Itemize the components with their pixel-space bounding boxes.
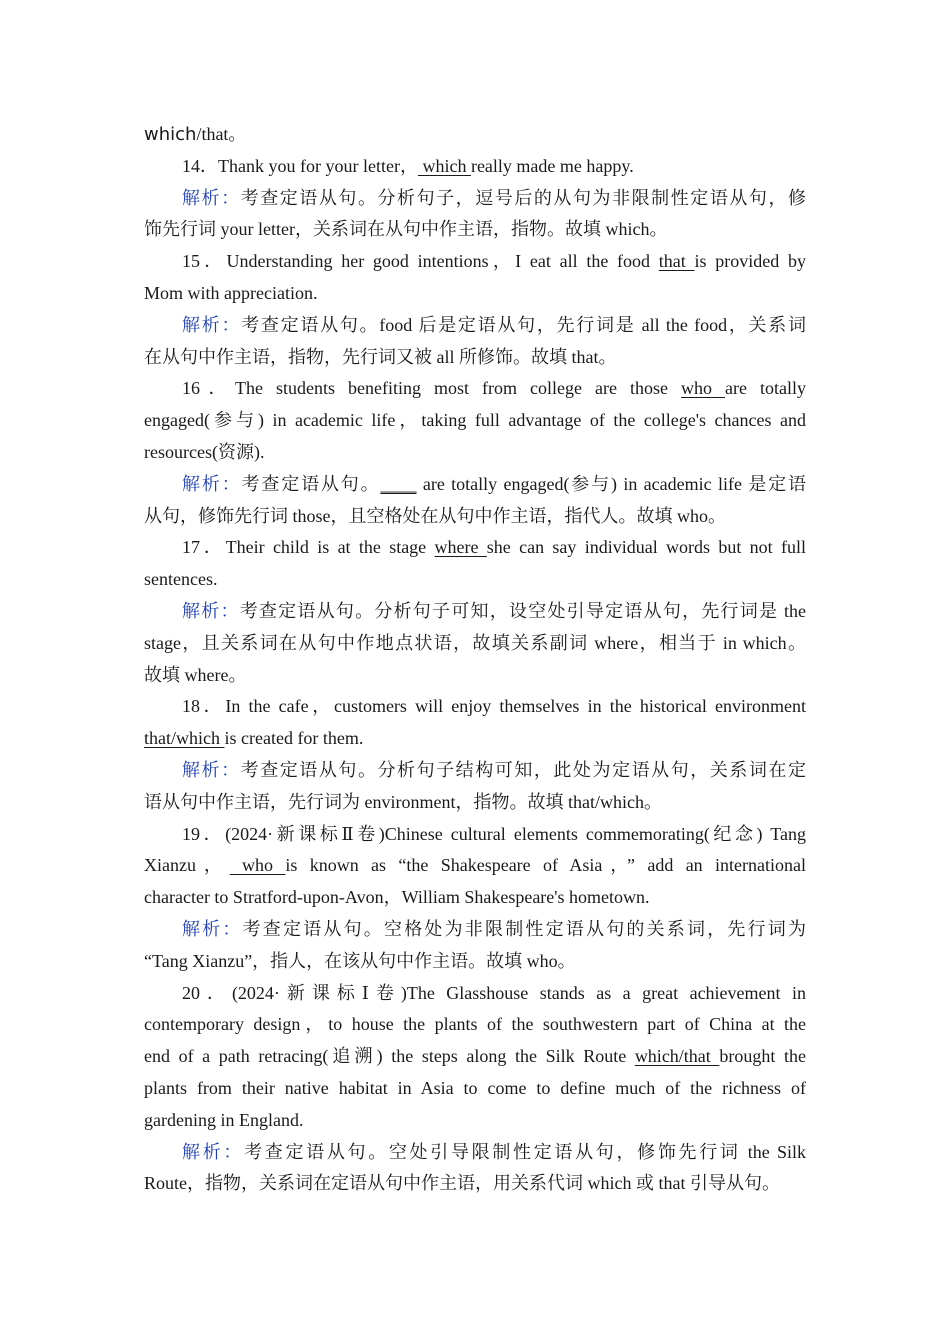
answer-blank-15: that	[658, 251, 695, 272]
question-19: 19．(2024·新课标Ⅱ卷)Chinese cultural elements commemorating(纪念) Tang	[182, 823, 807, 844]
explanation-20-line-2: Route，指物，关系词在定语从句中作主语，用关系代词 which 或 that 引导从句。	[144, 1173, 780, 1194]
explanation-17-line-3: 故填 where。	[144, 664, 247, 685]
answer-13-continuation: which/that。	[144, 124, 247, 145]
explanation-17: 解析：考查定语从句。分析句子可知，设空处引导定语从句，先行词是 the	[182, 600, 806, 621]
explanation-19-line-2: “Tang Xianzu”，指人，在该从句中作主语。故填 who。	[144, 950, 576, 971]
explanation-label: 解析：	[182, 314, 242, 335]
question-15: 15．Understanding her good intentions，I eat all the food that is provided by	[182, 251, 806, 272]
explanation-14: 解析：考查定语从句。分析句子，逗号后的从句为非限制性定语从句，修	[182, 187, 807, 208]
question-19-line-3: character to Stratford-upon-Avon，William Shakespeare's hometown.	[144, 887, 650, 908]
explanation-14-line-2: 饰先行词 your letter，关系词在从句中作主语，指物。故填 which。	[144, 219, 668, 240]
question-16: 16．The students benefiting most from college are those who are totally	[182, 378, 807, 399]
answer-blank-17: where	[434, 537, 487, 558]
explanation-15-line-2: 在从句中作主语，指物，先行词又被 all 所修饰。故填 that。	[144, 346, 617, 367]
answer-blank-16: who	[681, 378, 726, 399]
explanation-19: 解析：考查定语从句。空格处为非限制性定语从句的关系词，先行词为	[182, 918, 807, 939]
question-14: 14．Thank you for your letter， which really made me happy.	[182, 155, 634, 176]
question-20-line-3: end of a path retracing(追溯) the steps along the Silk Route which/that brought the	[144, 1046, 806, 1067]
question-16-line-3: resources(资源).	[144, 441, 265, 462]
explanation-16-line-2: 从句，修饰先行词 those，且空格处在从句中作主语，指代人。故填 who。	[144, 505, 726, 526]
question-15-line-2: Mom with appreciation.	[144, 282, 318, 303]
explanation-17-line-2: stage，且关系词在从句中作地点状语，故填关系副词 where，相当于 in which。	[144, 632, 806, 653]
explanation-label: 解析：	[182, 187, 241, 208]
question-20-line-4: plants from their native habitat in Asia to come to define much of the richness of	[144, 1077, 806, 1098]
question-20: 20．(2024·新课标Ⅰ卷)The Glasshouse stands as a great achievement in	[182, 982, 806, 1003]
question-17-line-2: sentences.	[144, 569, 218, 590]
document-page	[144, 119, 806, 1200]
explanation-18: 解析：考查定语从句。分析句子结构可知，此处为定语从句，关系词在定	[182, 759, 807, 780]
answer-blank-20: which/that	[634, 1046, 720, 1067]
explanation-label: 解析：	[182, 759, 241, 780]
answer-blank-19: who	[229, 855, 286, 876]
question-18-line-2: that/which is created for them.	[144, 728, 364, 749]
question-18: 18．In the cafe，customers will enjoy themselves in the historical environment	[182, 696, 807, 717]
explanation-20: 解析：考查定语从句。空处引导限制性定语从句，修饰先行词 the Silk	[182, 1141, 806, 1162]
explanation-15: 解析：考查定语从句。food 后是定语从句，先行词是 all the food，关系词	[182, 314, 807, 335]
question-16-line-2: engaged(参与) in academic life，taking full advantage of the college's chances and	[144, 410, 806, 431]
question-20-line-5: gardening in England.	[144, 1109, 304, 1130]
explanation-label: 解析：	[182, 600, 240, 621]
question-17: 17．Their child is at the stage where she can say individual words but not full	[182, 537, 806, 558]
explanation-label: 解析：	[182, 918, 243, 939]
answer-blank-14: which	[417, 155, 471, 176]
explanation-16: 解析：考查定语从句。____ are totally engaged(参与) in academic life 是定语	[182, 473, 807, 494]
question-20-line-2: contemporary design，to house the plants of the southwestern part of China at the	[144, 1014, 806, 1035]
blank-placeholder: ____	[380, 473, 417, 494]
explanation-label: 解析：	[182, 1141, 245, 1162]
question-19-line-2: Xianzu， who is known as “the Shakespeare of Asia，” add an international	[144, 855, 806, 876]
answer-blank-18: that/which	[144, 728, 225, 749]
explanation-18-line-2: 语从句中作主语，先行词为 environment，指物。故填 that/which。	[144, 791, 662, 812]
explanation-label: 解析：	[182, 473, 242, 494]
